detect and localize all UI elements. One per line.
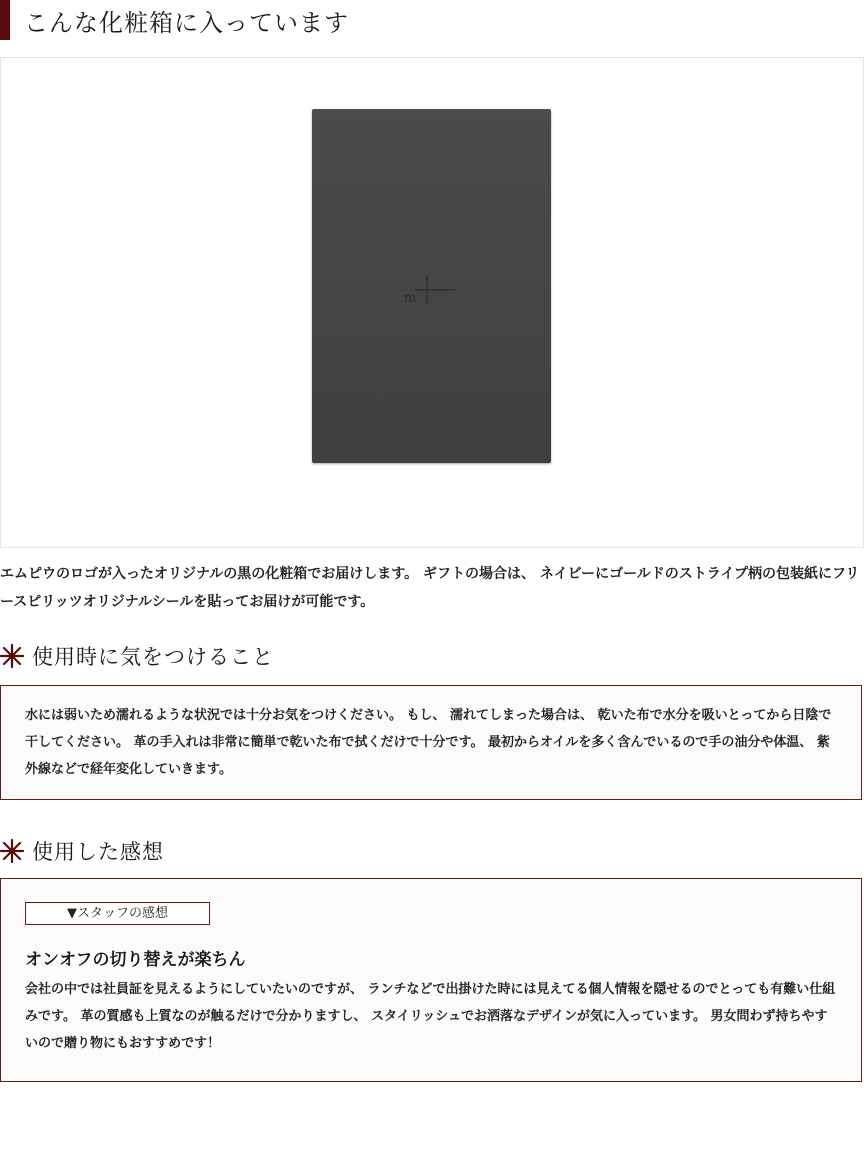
brand-logo-icon — [399, 273, 459, 307]
review-text: 会社の中では社員証を見えるようにしていたいのですが、 ランチなどで出掛けた時には見えてる個人情報を隠せるのでとっても有難い仕組みです。 革の質感も上質なのが触るだけで分かりますし、 スタイリッシュでお洒落なデザインが気に入っています。 男女問わず持ちやすいので贈り物にもおすすめです！ — [25, 982, 836, 1051]
review-section-title: 使用した感想 — [32, 840, 164, 864]
gift-box-photo — [0, 57, 864, 548]
staff-review-box — [0, 878, 862, 1082]
box-section-title: こんな化粧箱に入っています — [24, 8, 349, 37]
brand-logo-letter: m — [404, 291, 417, 306]
care-notes-text: 水には弱いため濡れるような状況では十分お気をつけください。 もし、 濡れてしまった場合は、 乾いた布で水分を吸いとってから日陰で干してください。 革の手入れは非常に簡単で乾いた布で拭くだけで十分です。 最初からオイルを多く含んでいるので手の油分や体温、 紫外線などで経年変化していきます。 — [25, 708, 832, 777]
box-section-heading — [0, 0, 349, 40]
care-section-heading — [0, 641, 274, 671]
care-section-title: 使用時に気をつけること — [32, 645, 274, 669]
star-burst-icon — [0, 839, 24, 863]
care-notes-box — [0, 685, 862, 800]
review-title: オンオフの切り替えが楽ちん — [25, 950, 246, 970]
star-burst-icon — [0, 644, 24, 668]
heading-accent-bar — [0, 0, 10, 40]
review-section-heading — [0, 836, 164, 866]
gift-box-image — [312, 109, 551, 463]
box-description: エムピウのロゴが入ったオリジナルの黒の化粧箱でお届けします。 ギフトの場合は、 ネイビーにゴールドのストライプ柄の包装紙にフリースピリッツオリジナルシールを貼ってお届けが可能です。 — [0, 566, 860, 610]
staff-review-tag: ▼スタッフの感想 — [25, 902, 210, 925]
